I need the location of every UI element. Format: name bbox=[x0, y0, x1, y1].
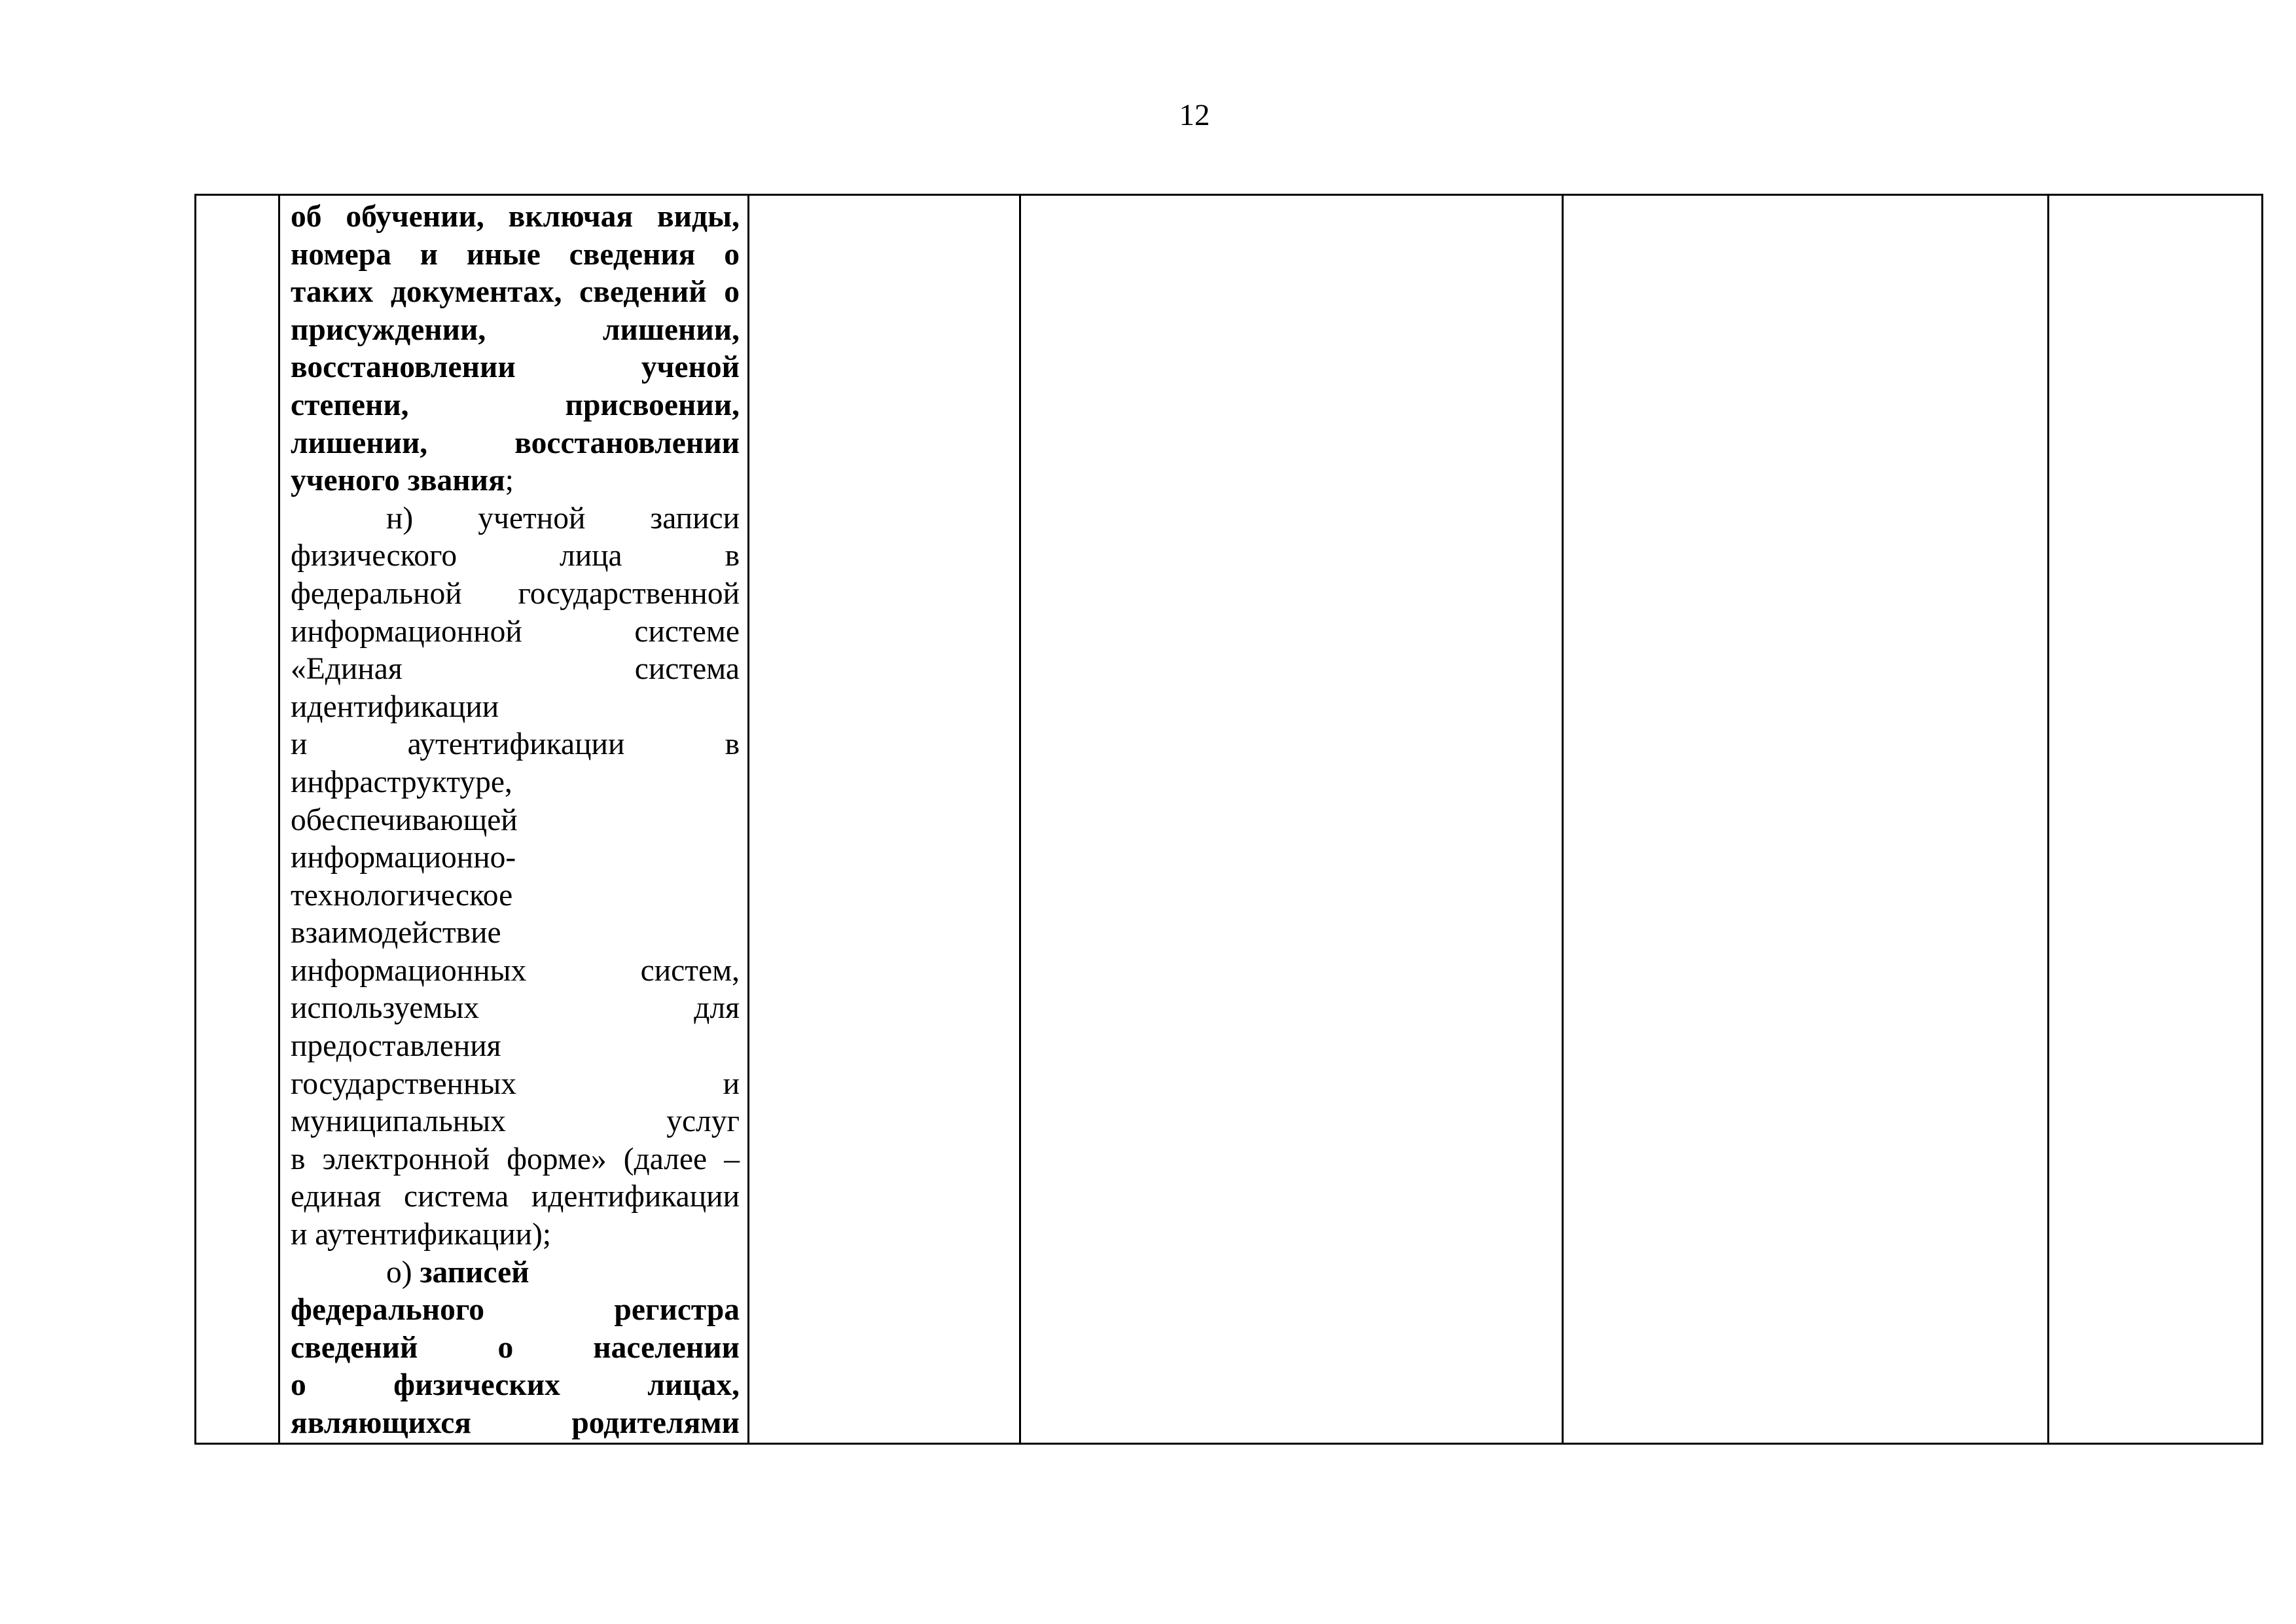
page-number: 12 bbox=[1179, 98, 1210, 132]
cell-text-line bbox=[291, 613, 740, 651]
cell-text-line-content: муниципальных услуг bbox=[291, 1104, 740, 1139]
cell-text-line bbox=[291, 274, 740, 312]
cell-text-line-content: взаимодействие bbox=[291, 916, 501, 950]
cell-text-line-content: физического лица в bbox=[291, 539, 740, 573]
cell-text-line bbox=[291, 1405, 740, 1443]
cell-text-line bbox=[291, 689, 740, 727]
cell-text-line bbox=[291, 1103, 740, 1141]
cell-text-line bbox=[291, 349, 740, 387]
cell-text-line-content: предоставления bbox=[291, 1029, 501, 1064]
cell-text-line-content: записей bbox=[420, 1255, 529, 1290]
cell-text-line-content: и аутентификации); bbox=[291, 1218, 552, 1252]
cell-text-line bbox=[291, 312, 740, 350]
cell-text-line-content: н) учетной записи bbox=[386, 501, 740, 535]
table-cell-text bbox=[279, 195, 749, 1444]
cell-text-line bbox=[291, 425, 740, 463]
cell-text-line bbox=[291, 802, 740, 840]
cell-text-line-content: об обучении, включая виды, bbox=[291, 200, 740, 234]
cell-text-line bbox=[291, 1254, 740, 1292]
cell-text-line-content: федерального регистра bbox=[291, 1293, 740, 1327]
cell-text-line bbox=[291, 1367, 740, 1405]
cell-text-line bbox=[291, 990, 740, 1028]
cell-text-line-suffix: ; bbox=[505, 463, 514, 498]
cell-text-line bbox=[291, 575, 740, 613]
cell-text-block bbox=[280, 196, 747, 1443]
cell-text-line-content: идентификации bbox=[291, 689, 499, 724]
cell-text-line bbox=[291, 500, 740, 538]
table-cell-empty bbox=[2049, 195, 2263, 1444]
cell-text-line bbox=[291, 198, 740, 236]
cell-text-line bbox=[291, 1028, 740, 1066]
cell-text-line-content: информационной системе bbox=[291, 614, 740, 649]
cell-text-line bbox=[291, 651, 740, 689]
cell-text-line bbox=[291, 462, 740, 500]
cell-text-line-content: «Единая система bbox=[291, 652, 740, 687]
cell-text-line bbox=[291, 952, 740, 990]
cell-text-line-content: лишении, восстановлении bbox=[291, 425, 740, 460]
cell-text-line-content: номера и иные сведения о bbox=[291, 237, 740, 272]
cell-text-line bbox=[291, 726, 740, 764]
table-cell-number bbox=[196, 195, 279, 1444]
cell-text-line-content: государственных и bbox=[291, 1066, 740, 1101]
cell-text-line bbox=[291, 236, 740, 274]
cell-text-line-content: в электронной форме» (далее – bbox=[291, 1142, 740, 1176]
cell-text-line-content: единая система идентификации bbox=[291, 1180, 740, 1214]
table-cell-empty bbox=[749, 195, 1020, 1444]
cell-text-line-content: о физических лицах, bbox=[291, 1368, 740, 1403]
cell-text-line-content: сведений о населении bbox=[291, 1330, 740, 1365]
cell-text-line bbox=[291, 1291, 740, 1329]
cell-text-line bbox=[291, 877, 740, 915]
cell-text-line-content: таких документах, сведений о bbox=[291, 275, 740, 310]
cell-text-line bbox=[291, 914, 740, 952]
cell-text-line-content: ученого звания bbox=[291, 463, 505, 498]
cell-text-line-content: технологическое bbox=[291, 878, 513, 912]
cell-text-line-content: информационных систем, bbox=[291, 953, 740, 988]
table-cell-empty bbox=[1020, 195, 1563, 1444]
cell-text-line bbox=[291, 1141, 740, 1179]
cell-text-line bbox=[291, 1066, 740, 1104]
cell-text-line bbox=[291, 1329, 740, 1367]
cell-text-line-content: федеральной государственной bbox=[291, 576, 740, 611]
cell-text-line bbox=[291, 537, 740, 575]
cell-text-line-content: инфраструктуре, bbox=[291, 765, 512, 799]
cell-text-line-content: степени, присвоении, bbox=[291, 388, 740, 422]
cell-text-line bbox=[291, 1178, 740, 1216]
cell-text-line-content: информационно- bbox=[291, 840, 516, 875]
cell-text-line bbox=[291, 839, 740, 877]
cell-text-line bbox=[291, 387, 740, 425]
cell-text-line-content: используемых для bbox=[291, 991, 740, 1026]
document-table bbox=[194, 194, 2263, 1445]
cell-text-line-content: обеспечивающей bbox=[291, 803, 518, 837]
cell-text-line-content: являющихся родителями bbox=[291, 1406, 740, 1440]
cell-text-line-content: присуждении, лишении, bbox=[291, 312, 740, 347]
cell-text-line bbox=[291, 764, 740, 802]
cell-text-line-content: восстановлении ученой bbox=[291, 350, 740, 385]
cell-text-line-prefix: о) bbox=[386, 1255, 420, 1290]
cell-text-line-content: и аутентификации в bbox=[291, 727, 740, 762]
cell-text-line bbox=[291, 1216, 740, 1254]
table-cell-empty bbox=[1563, 195, 2049, 1444]
table-row bbox=[196, 195, 2263, 1444]
